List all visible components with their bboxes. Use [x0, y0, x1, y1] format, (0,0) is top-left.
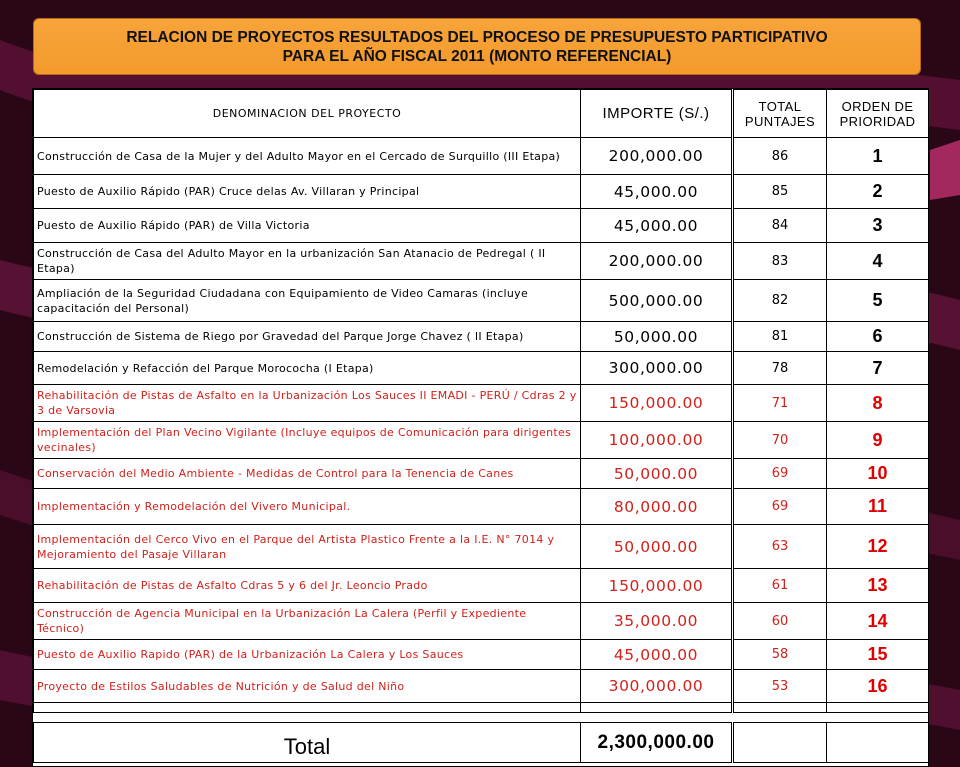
priority-order-cell: 3 — [827, 209, 929, 243]
project-name-cell: Implementación del Cerco Vivo en el Parque del Artista Plastico Frente a la I.E. N° 7014 y Mejoramiento del Pasaje Villaran — [34, 525, 581, 569]
header-amount: IMPORTE (S/.) — [581, 90, 733, 138]
table-row — [34, 280, 929, 322]
amount-cell: 100,000.00 — [581, 422, 733, 459]
table-row — [34, 385, 929, 422]
header-total-points-line1: TOTAL — [758, 98, 802, 114]
amount-cell: 50,000.00 — [581, 322, 733, 352]
table-row — [34, 603, 929, 640]
project-name-cell: Rehabilitación de Pistas de Asfalto en la Urbanización Los Sauces II EMADI - PERÚ / Cdras 2 y 3 de Varsovia — [34, 385, 581, 422]
priority-order-cell: 8 — [827, 385, 929, 422]
points-cell: 85 — [733, 175, 827, 209]
amount-cell: 45,000.00 — [581, 640, 733, 670]
priority-order-cell: 13 — [827, 569, 929, 603]
points-cell: 53 — [733, 670, 827, 703]
priority-order-cell: 7 — [827, 352, 929, 385]
blank-cell — [827, 713, 929, 723]
total-label: Total — [34, 723, 581, 763]
points-cell: 71 — [733, 385, 827, 422]
table-row — [34, 175, 929, 209]
table-row — [34, 422, 929, 459]
table-row — [34, 322, 929, 352]
project-name-cell: Proyecto de Estilos Saludables de Nutrición y de Salud del Niño — [34, 670, 581, 703]
blank-row — [34, 713, 929, 723]
header-priority-order-line2: PRIORIDAD — [839, 113, 916, 129]
projects-table — [33, 89, 929, 763]
project-name-cell: Construcción de Sistema de Riego por Gravedad del Parque Jorge Chavez ( II Etapa) — [34, 322, 581, 352]
project-name-cell: Implementación y Remodelación del Vivero Municipal. — [34, 489, 581, 525]
blank-cell — [581, 713, 733, 723]
amount-cell: 300,000.00 — [581, 352, 733, 385]
amount-cell: 200,000.00 — [581, 138, 733, 175]
points-cell: 82 — [733, 280, 827, 322]
priority-order-cell: 1 — [827, 138, 929, 175]
amount-cell: 150,000.00 — [581, 385, 733, 422]
project-name-cell: Construcción de Casa de la Mujer y del Adulto Mayor en el Cercado de Surquillo (III Etapa) — [34, 138, 581, 175]
priority-order-cell: 9 — [827, 422, 929, 459]
spacer-cell — [827, 703, 929, 713]
amount-cell: 500,000.00 — [581, 280, 733, 322]
header-total-points-line2: PUNTAJES — [744, 113, 816, 129]
spacer-cell — [581, 703, 733, 713]
amount-cell: 200,000.00 — [581, 243, 733, 280]
total-row — [34, 723, 929, 763]
title-line-1: RELACION DE PROYECTOS RESULTADOS DEL PROCESO DE PRESUPUESTO PARTICIPATIVO — [126, 28, 828, 46]
amount-cell: 300,000.00 — [581, 670, 733, 703]
priority-order-cell: 10 — [827, 459, 929, 489]
amount-cell: 35,000.00 — [581, 603, 733, 640]
table-row — [34, 459, 929, 489]
table-header-row — [34, 90, 929, 138]
table-row — [34, 138, 929, 175]
points-cell: 70 — [733, 422, 827, 459]
header-priority-order — [827, 90, 929, 138]
project-name-cell: Remodelación y Refacción del Parque Morococha (I Etapa) — [34, 352, 581, 385]
table-row — [34, 209, 929, 243]
points-cell: 63 — [733, 525, 827, 569]
priority-order-cell: 16 — [827, 670, 929, 703]
table-row — [34, 640, 929, 670]
points-cell: 61 — [733, 569, 827, 603]
project-name-cell: Construcción de Casa del Adulto Mayor en la urbanización San Atanacio de Pedregal ( II Etapa) — [34, 243, 581, 280]
blank-cell — [733, 713, 827, 723]
amount-cell: 80,000.00 — [581, 489, 733, 525]
header-project-name: DENOMINACION DEL PROYECTO — [34, 90, 581, 138]
points-cell: 58 — [733, 640, 827, 670]
blank-cell — [34, 713, 581, 723]
table-row — [34, 670, 929, 703]
points-cell: 83 — [733, 243, 827, 280]
total-amount: 2,300,000.00 — [581, 723, 733, 763]
total-points-empty — [733, 723, 827, 763]
project-name-cell: Puesto de Auxilio Rápido (PAR) de Villa Victoria — [34, 209, 581, 243]
amount-cell: 50,000.00 — [581, 459, 733, 489]
project-name-cell: Puesto de Auxilio Rapido (PAR) de la Urbanización La Calera y Los Sauces — [34, 640, 581, 670]
table-row — [34, 569, 929, 603]
points-cell: 84 — [733, 209, 827, 243]
priority-order-cell: 15 — [827, 640, 929, 670]
table-row — [34, 489, 929, 525]
amount-cell: 50,000.00 — [581, 525, 733, 569]
spacer-cell — [733, 703, 827, 713]
total-order-empty — [827, 723, 929, 763]
header-priority-order-line1: ORDEN DE — [841, 98, 914, 114]
project-name-cell: Ampliación de la Seguridad Ciudadana con Equipamiento de Video Camaras (incluye capacitación del Personal) — [34, 280, 581, 322]
project-name-cell: Rehabilitación de Pistas de Asfalto Cdras 5 y 6 del Jr. Leoncio Prado — [34, 569, 581, 603]
project-name-cell: Construcción de Agencia Municipal en la Urbanización La Calera (Perfil y Expediente Técnico) — [34, 603, 581, 640]
points-cell: 78 — [733, 352, 827, 385]
project-name-cell: Implementación del Plan Vecino Vigilante (Incluye equipos de Comunicación para dirigentes vecinales) — [34, 422, 581, 459]
spacer-cell — [34, 703, 581, 713]
points-cell: 69 — [733, 489, 827, 525]
project-name-cell: Conservación del Medio Ambiente - Medidas de Control para la Tenencia de Canes — [34, 459, 581, 489]
points-cell: 81 — [733, 322, 827, 352]
priority-order-cell: 5 — [827, 280, 929, 322]
priority-order-cell: 11 — [827, 489, 929, 525]
project-name-cell: Puesto de Auxilio Rápido (PAR) Cruce delas Av. Villaran y Principal — [34, 175, 581, 209]
header-total-points — [733, 90, 827, 138]
amount-cell: 150,000.00 — [581, 569, 733, 603]
priority-order-cell: 14 — [827, 603, 929, 640]
points-cell: 60 — [733, 603, 827, 640]
title-line-2: PARA EL AÑO FISCAL 2011 (MONTO REFERENCIAL) — [282, 47, 672, 65]
priority-order-cell: 12 — [827, 525, 929, 569]
points-cell: 86 — [733, 138, 827, 175]
amount-cell: 45,000.00 — [581, 175, 733, 209]
table-row — [34, 243, 929, 280]
title-banner — [33, 18, 921, 75]
priority-order-cell: 6 — [827, 322, 929, 352]
table-row — [34, 525, 929, 569]
priority-order-cell: 2 — [827, 175, 929, 209]
spacer-row — [34, 703, 929, 713]
table-row — [34, 352, 929, 385]
points-cell: 69 — [733, 459, 827, 489]
projects-table-sheet — [32, 88, 929, 767]
priority-order-cell: 4 — [827, 243, 929, 280]
amount-cell: 45,000.00 — [581, 209, 733, 243]
